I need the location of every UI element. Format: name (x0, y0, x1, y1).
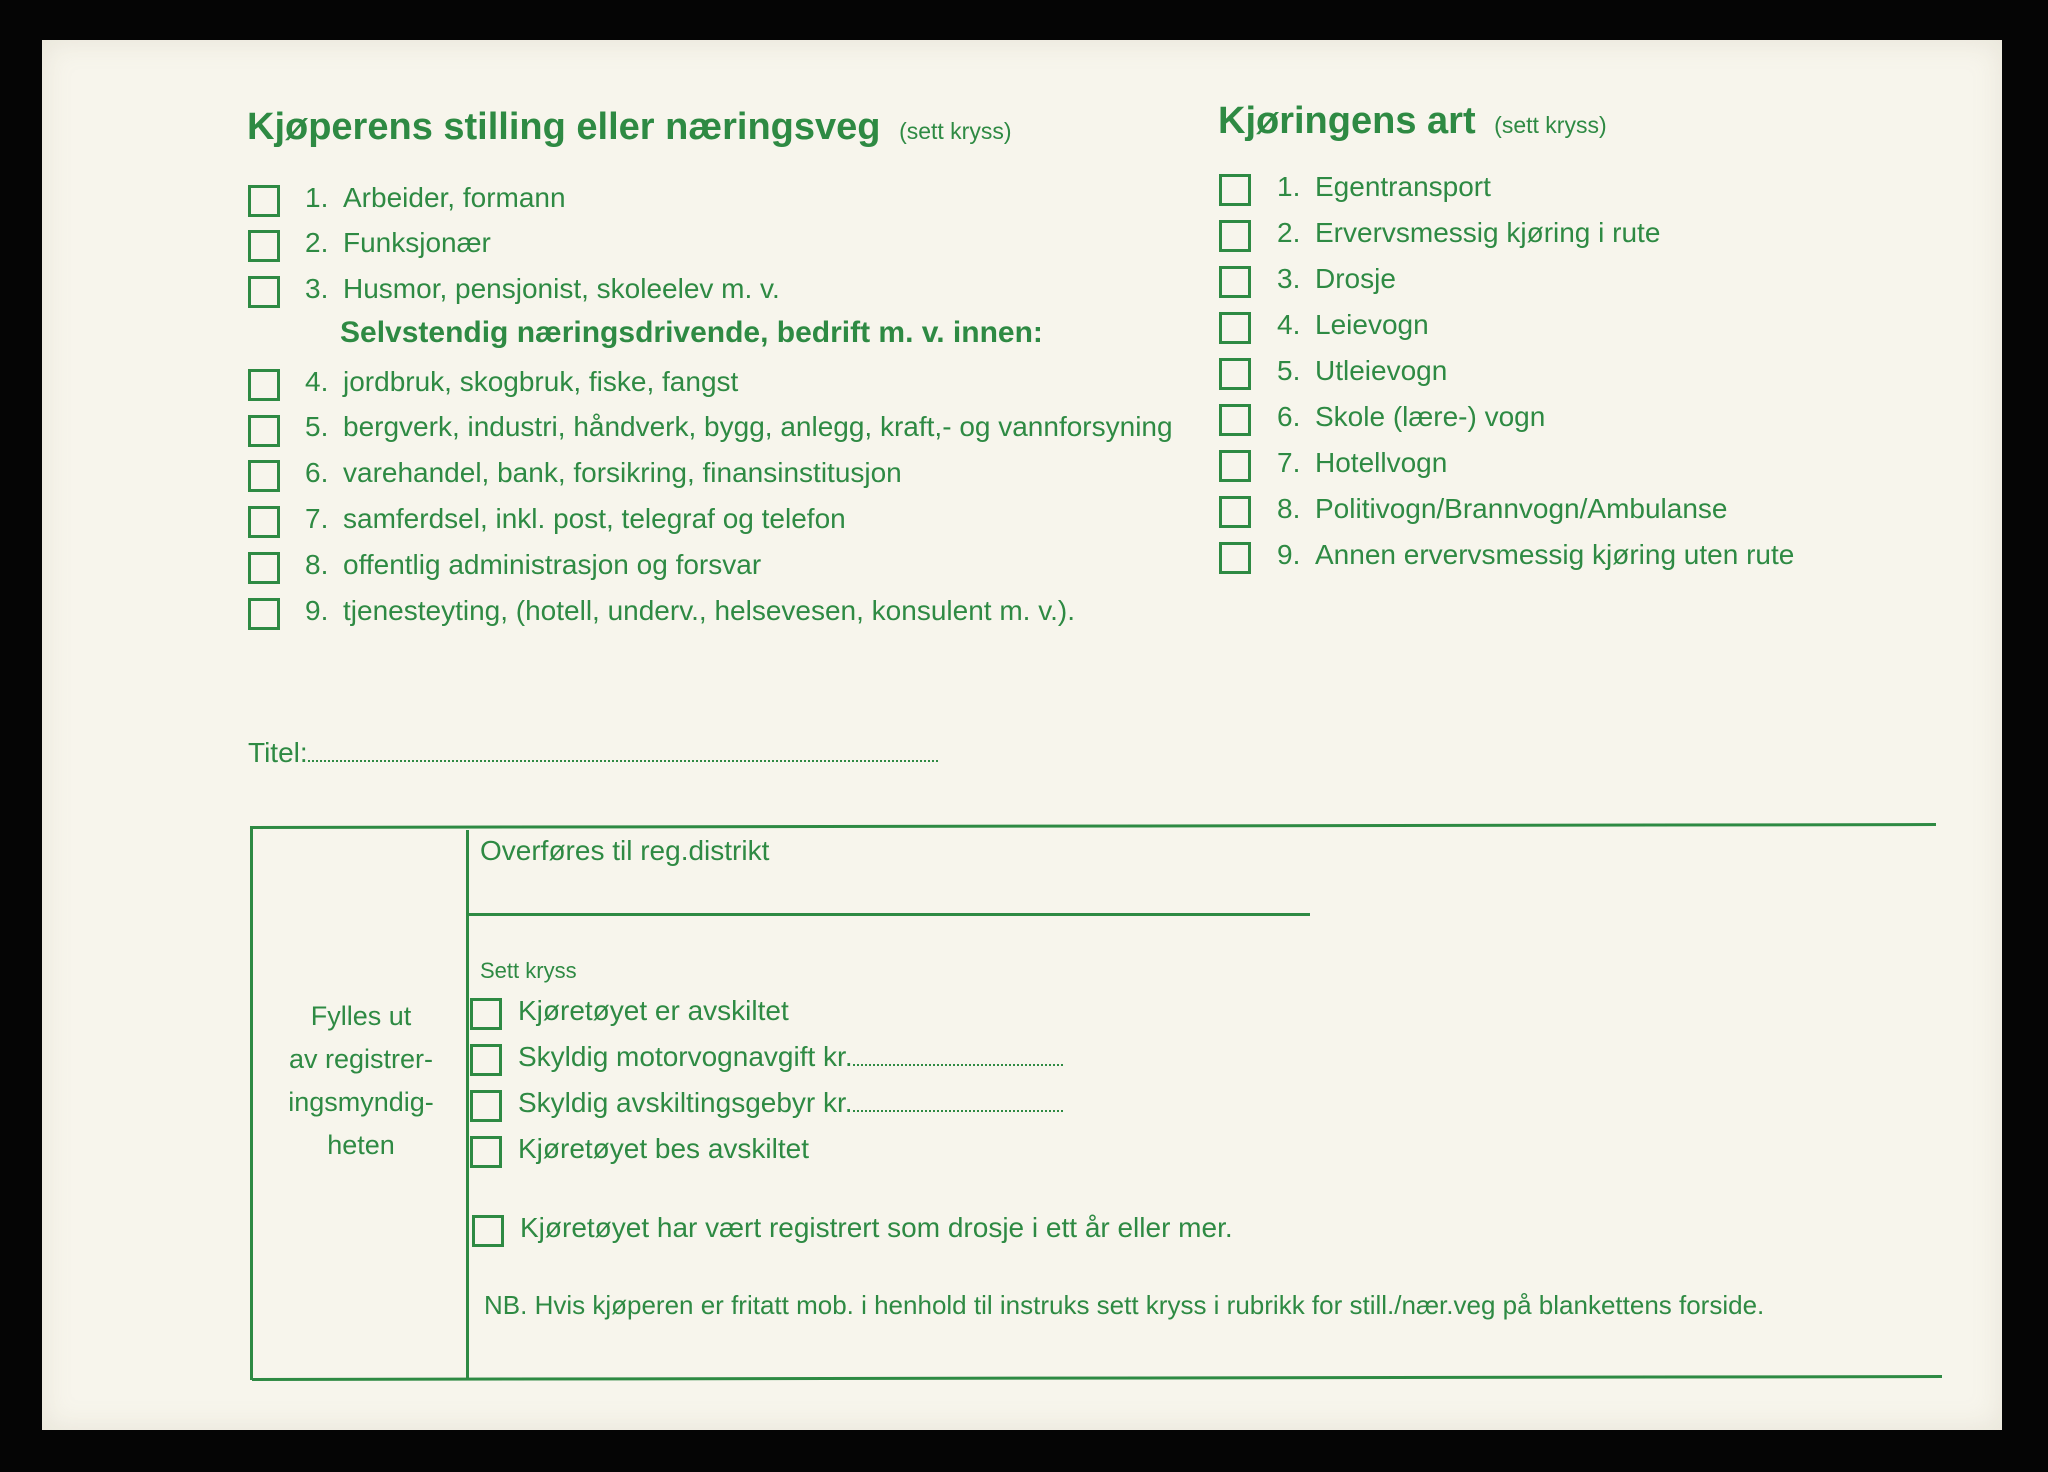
driving-item-1 (1277, 171, 1491, 203)
checkbox-request-deregistration[interactable] (470, 1136, 502, 1168)
transfer-underline (468, 913, 1310, 916)
right-title-note: (sett kryss) (1494, 112, 1607, 138)
driving-num: 7. (1277, 447, 1301, 478)
occupation-item-1 (305, 182, 566, 214)
check-label-deregistration-fee: Skyldig avskiltingsgebyr kr. (518, 1087, 853, 1118)
side-label-line: ingsmyndig- (288, 1087, 434, 1117)
driving-item-2 (1277, 217, 1660, 249)
checkbox-occupation-7[interactable] (248, 506, 280, 538)
nb-note: NB. Hvis kjøperen er fritatt mob. i henhold til instruks sett kryss i rubrikk for still./nær.veg på blankettens forside. (484, 1290, 1765, 1320)
driving-item-6 (1277, 401, 1545, 433)
right-section-title (1218, 100, 1607, 143)
checkbox-driving-3[interactable] (1219, 266, 1251, 298)
occupation-item-3 (305, 273, 780, 305)
checkbox-vehicle-tax[interactable] (470, 1044, 502, 1076)
driving-num: 2. (1277, 217, 1301, 248)
check-deregistration-fee (518, 1087, 1063, 1119)
left-title-text: Kjøperens stilling eller næringsveg (247, 106, 881, 148)
check-vehicle-tax (518, 1041, 1063, 1073)
driving-label: Drosje (1315, 263, 1396, 294)
occupation-label: bergverk, industri, håndverk, bygg, anlegg, kraft,- og vannforsyning (343, 411, 1173, 442)
occupation-item-8 (305, 549, 761, 581)
checkbox-driving-4[interactable] (1219, 312, 1251, 344)
deregistration-fee-dotted-line (853, 1088, 1063, 1112)
driving-label: Ervervsmessig kjøring i rute (1315, 217, 1661, 248)
driving-label: Egentransport (1315, 171, 1491, 202)
side-label-line: heten (327, 1130, 395, 1160)
right-title-text: Kjøringens art (1218, 100, 1476, 142)
occupation-num: 5. (305, 411, 329, 442)
checkbox-occupation-9[interactable] (248, 598, 280, 630)
checkbox-driving-1[interactable] (1219, 174, 1251, 206)
checkbox-occupation-6[interactable] (248, 460, 280, 492)
sett-kryss-label: Sett kryss (480, 958, 577, 983)
occupation-label: Husmor, pensjonist, skoleelev m. v. (343, 273, 780, 304)
check-label-request-deregistration: Kjøretøyet bes avskiltet (518, 1133, 809, 1164)
checkbox-driving-6[interactable] (1219, 404, 1251, 436)
box-top-border (250, 823, 1936, 829)
driving-label: Hotellvogn (1315, 447, 1448, 478)
titel-dotted-line (308, 736, 938, 762)
side-label-line: av registrer- (288, 1044, 434, 1074)
driving-label: Annen ervervsmessig kjøring uten rute (1315, 539, 1795, 570)
check-label-vehicle-tax: Skyldig motorvognavgift kr. (518, 1041, 853, 1072)
occupation-label: samferdsel, inkl. post, telegraf og telefon (343, 503, 846, 534)
occupation-num: 7. (305, 503, 329, 534)
checkbox-occupation-1[interactable] (248, 185, 280, 217)
checkbox-drosje-year[interactable] (472, 1215, 504, 1247)
checkbox-occupation-2[interactable] (248, 230, 280, 262)
checkbox-deregistration-fee[interactable] (470, 1090, 502, 1122)
checkbox-occupation-8[interactable] (248, 552, 280, 584)
fill-out-by-authority (266, 995, 456, 1167)
check-label-deregistered: Kjøretøyet er avskiltet (518, 995, 789, 1026)
driving-item-8 (1277, 493, 1727, 525)
form-page (42, 40, 2002, 1430)
self-employed-subheading: Selvstendig næringsdrivende, bedrift m. v. innen: (340, 316, 1043, 349)
check-label-drosje-year: Kjøretøyet har vært registrert som drosje i ett år eller mer. (520, 1212, 1233, 1243)
occupation-item-9 (305, 595, 1075, 627)
occupation-num: 9. (305, 595, 329, 626)
driving-label: Politivogn/Brannvogn/Ambulanse (1315, 493, 1728, 524)
occupation-item-4 (305, 366, 738, 398)
occupation-num: 2. (305, 227, 329, 258)
driving-label: Leievogn (1315, 309, 1429, 340)
driving-num: 9. (1277, 539, 1301, 570)
occupation-item-2 (305, 227, 491, 259)
occupation-num: 1. (305, 182, 329, 213)
checkbox-occupation-5[interactable] (248, 415, 280, 447)
occupation-label: Funksjonær (343, 227, 491, 258)
checkbox-driving-2[interactable] (1219, 220, 1251, 252)
checkbox-occupation-4[interactable] (248, 369, 280, 401)
driving-num: 3. (1277, 263, 1301, 294)
driving-item-5 (1277, 355, 1447, 387)
occupation-num: 4. (305, 366, 329, 397)
driving-num: 6. (1277, 401, 1301, 432)
box-bottom-border (252, 1375, 1942, 1381)
occupation-label: Arbeider, formann (343, 182, 566, 213)
titel-label: Titel: (248, 737, 308, 768)
checkbox-occupation-3[interactable] (248, 276, 280, 308)
driving-item-7 (1277, 447, 1447, 479)
side-label-line: Fylles ut (310, 1001, 412, 1031)
occupation-label: tjenesteyting, (hotell, underv., helsevesen, konsulent m. v.). (343, 595, 1076, 626)
driving-item-4 (1277, 309, 1429, 341)
driving-num: 5. (1277, 355, 1301, 386)
transfer-label: Overføres til reg.distrikt (480, 835, 770, 866)
occupation-label: offentlig administrasjon og forsvar (343, 549, 762, 580)
driving-label: Skole (lære-) vogn (1315, 401, 1546, 432)
occupation-item-7 (305, 503, 846, 535)
checkbox-deregistered[interactable] (470, 998, 502, 1030)
left-title-note: (sett kryss) (899, 118, 1012, 144)
checkbox-driving-7[interactable] (1219, 450, 1251, 482)
left-section-title (247, 106, 1012, 149)
occupation-num: 8. (305, 549, 329, 580)
occupation-num: 6. (305, 457, 329, 488)
titel-field[interactable] (248, 736, 938, 769)
driving-num: 8. (1277, 493, 1301, 524)
occupation-item-5 (305, 411, 1173, 443)
checkbox-driving-8[interactable] (1219, 496, 1251, 528)
occupation-num: 3. (305, 273, 329, 304)
driving-item-3 (1277, 263, 1396, 295)
occupation-item-6 (305, 457, 902, 489)
checkbox-driving-9[interactable] (1219, 542, 1251, 574)
driving-num: 4. (1277, 309, 1301, 340)
occupation-label: jordbruk, skogbruk, fiske, fangst (343, 366, 739, 397)
driving-item-9 (1277, 539, 1794, 571)
box-left-border (250, 826, 253, 1380)
driving-num: 1. (1277, 171, 1301, 202)
driving-label: Utleievogn (1315, 355, 1448, 386)
vehicle-tax-dotted-line (853, 1042, 1063, 1066)
occupation-label: varehandel, bank, forsikring, finansinstitusjon (343, 457, 902, 488)
checkbox-driving-5[interactable] (1219, 358, 1251, 390)
